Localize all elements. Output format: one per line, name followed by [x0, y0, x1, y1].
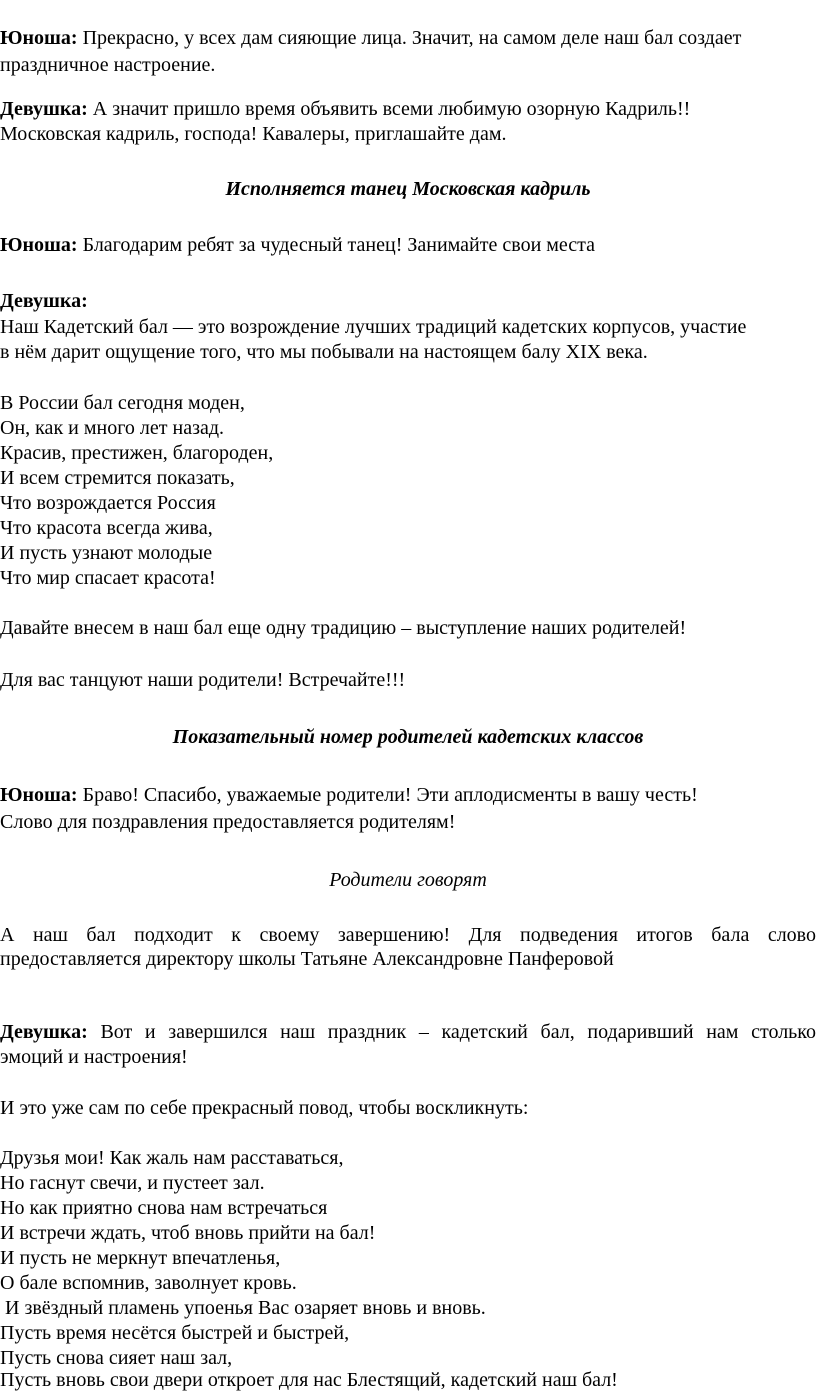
boy-line-1-cont: праздничное настроение.: [0, 54, 216, 76]
boy-line-3: [0, 783, 698, 808]
girl-text: Вот и завершился наш праздник – кадетский бал, подаривший нам столько: [100, 1021, 816, 1043]
boy-line-3-cont: Слово для поздравления предоставляется родителям!: [0, 811, 456, 833]
boy-line-2: [0, 233, 595, 258]
poem-line: Друзья мои! Как жаль нам расставаться,: [0, 1147, 344, 1169]
girl-speaker-heading: [0, 289, 88, 314]
stage-direction-dance: Исполняется танец Московская кадриль: [225, 178, 591, 200]
girl-line-1-cont: Московская кадриль, господа! Кавалеры, приглашайте дам.: [0, 123, 507, 145]
closing-announcement: А наш бал подходит к своему завершению! Для подведения итогов бала слово: [0, 924, 816, 946]
speaker-boy: Юноша:: [0, 234, 78, 256]
poem-line: Что мир спасает красота!: [0, 567, 216, 589]
poem-line: И встречи ждать, чтоб вновь прийти на бал!: [0, 1222, 376, 1244]
poem-line: И всем стремится показать,: [0, 467, 235, 489]
stage-direction-parents-speak: Родители говорят: [329, 869, 487, 891]
poem-line: Красив, престижен, благороден,: [0, 442, 274, 464]
poem-line: И звёздный пламень упоенья Вас озаряет вновь и вновь.: [0, 1297, 486, 1319]
poem-line: Но гаснут свечи, и пустеет зал.: [0, 1172, 265, 1194]
girl-line-2: Наш Кадетский бал — это возрождение лучших традиций кадетских корпусов, участие: [0, 316, 747, 338]
announcement-tradition: Давайте внесем в наш бал еще одну традицию – выступление наших родителей!: [0, 617, 687, 639]
poem-line: Что красота всегда жива,: [0, 517, 213, 539]
exclaim-intro: И это уже сам по себе прекрасный повод, чтобы воскликнуть:: [0, 1097, 529, 1119]
boy-line-1: [0, 26, 741, 51]
poem-line: И пусть не меркнут впечатленья,: [0, 1247, 281, 1269]
speaker-girl: Девушка:: [0, 1021, 88, 1043]
girl-text: А значит пришло время объявить всеми любимую озорную Кадриль!!: [92, 98, 691, 120]
speaker-girl: Девушка:: [0, 98, 88, 120]
speaker-boy: Юноша:: [0, 784, 78, 806]
girl-line-1: [0, 97, 690, 122]
girl-line-3-cont: эмоций и настроения!: [0, 1046, 188, 1068]
girl-line-3: [0, 1020, 816, 1045]
poem-line: Но как приятно снова нам встречаться: [0, 1197, 328, 1219]
poem-line: В России бал сегодня моден,: [0, 392, 245, 414]
poem-line: Пусть время несётся быстрей и быстрей,: [0, 1322, 350, 1344]
boy-text: Браво! Спасибо, уважаемые родители! Эти аплодисменты в вашу честь!: [82, 784, 698, 806]
poem-line: Пусть вновь свои двери откроет для нас Блестящий, кадетский наш бал!: [0, 1369, 618, 1391]
boy-text: Прекрасно, у всех дам сияющие лица. Значит, на самом деле наш бал создает: [82, 27, 742, 49]
poem-line: И пусть узнают молодые: [0, 542, 213, 564]
poem-line: Он, как и много лет назад.: [0, 417, 225, 439]
stage-direction-parents: Показательный номер родителей кадетских классов: [172, 726, 644, 748]
girl-line-2-cont: в нём дарит ощущение того, что мы побывали на настоящем балу XIX века.: [0, 341, 648, 363]
poem-line: О бале вспомнив, заволнует кровь.: [0, 1272, 297, 1294]
poem-line: Пусть снова сияет наш зал,: [0, 1347, 233, 1369]
boy-text: Благодарим ребят за чудесный танец! Занимайте свои места: [82, 234, 596, 256]
speaker-girl: Девушка:: [0, 290, 88, 312]
speaker-boy: Юноша:: [0, 27, 78, 49]
poem-line: Что возрождается Россия: [0, 492, 216, 514]
closing-announcement-cont: предоставляется директору школы Татьяне Александровне Панферовой: [0, 948, 614, 970]
announcement-parents-dance: Для вас танцуют наши родители! Встречайте!!!: [0, 669, 406, 691]
